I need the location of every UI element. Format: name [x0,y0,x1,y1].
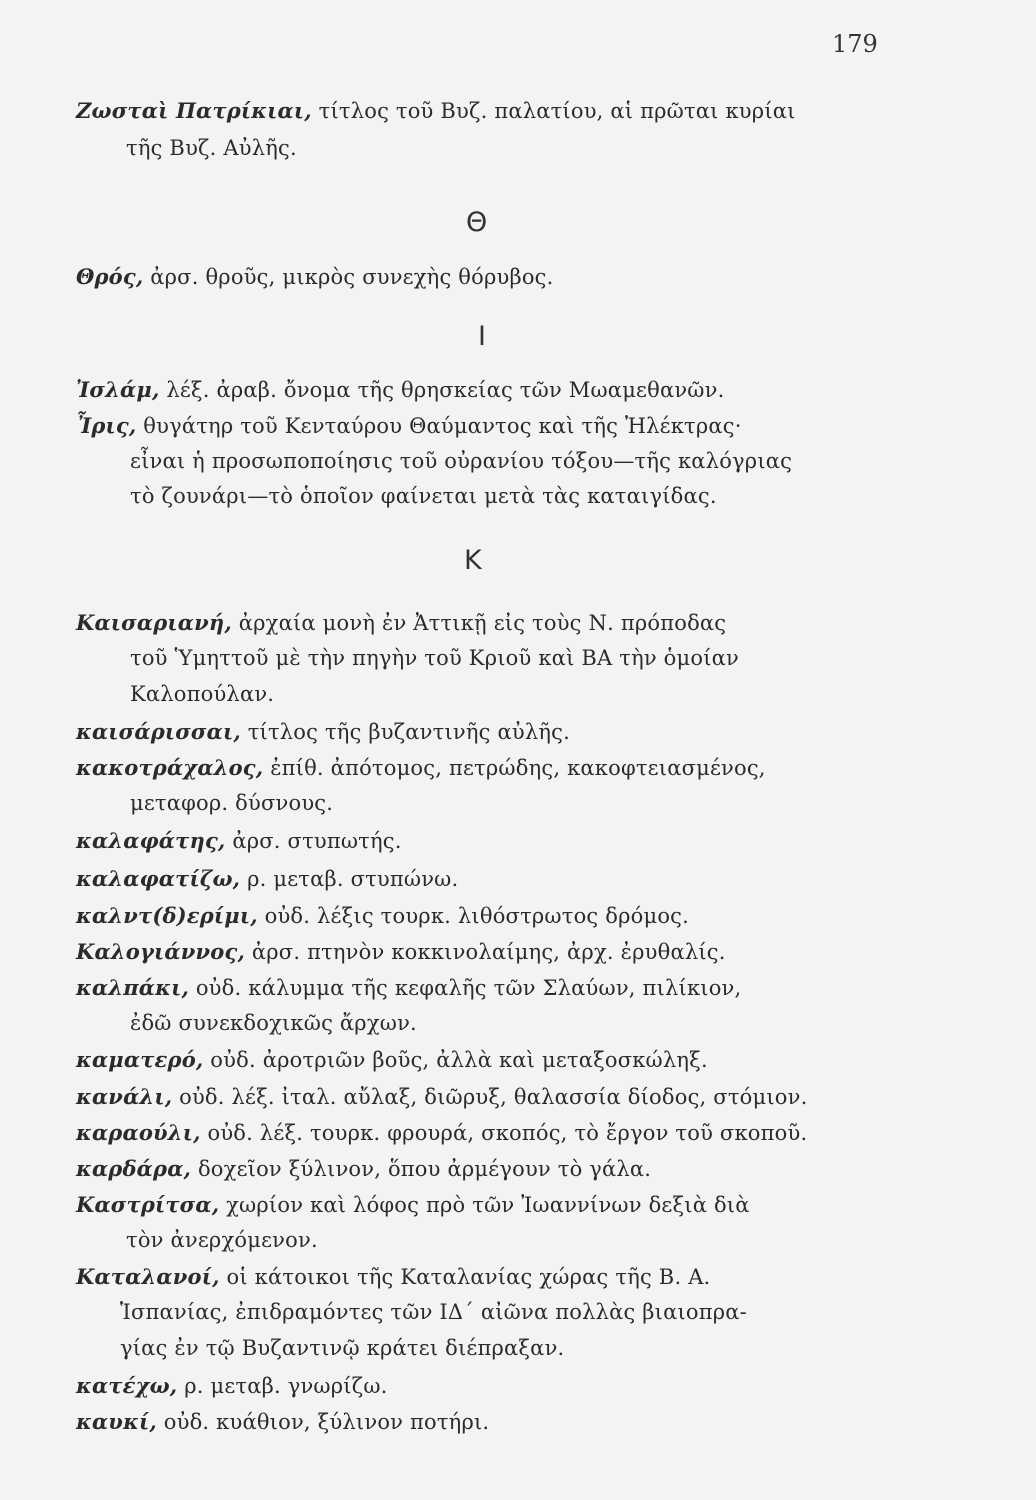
entry-line [130,646,739,670]
definition: εἶναι ἡ προσωποποίησις τοῦ οὐρανίου τόξου—τῆς καλόγριας [130,449,793,473]
entry-line [76,866,458,891]
headword: καλαφάτης, [76,828,226,853]
definition: μεταφορ. δύσνους. [130,791,334,815]
definition: ἀρσ. θροῦς, μικρὸς συνεχὴς θόρυβος. [143,265,554,289]
definition: χωρίον καὶ λόφος πρὸ τῶν Ἰωαννίνων δεξιὰ διὰ [219,1193,750,1217]
definition: οὐδ. λέξ. τουρκ. φρουρά, σκοπός, τὸ ἔργον τοῦ σκοποῦ. [200,1121,808,1145]
definition: ρ. μεταβ. στυπώνω. [240,867,459,891]
definition: τίτλος τῆς βυζαντινῆς αὐλῆς. [240,720,570,744]
definition: οἱ κάτοικοι τῆς Καταλανίας χώρας τῆς Β. Α. [219,1265,711,1289]
entry-line [126,1228,318,1252]
definition: ρ. μεταβ. γνωρίζω. [177,1374,388,1398]
definition: Καλοπούλαν. [130,682,275,706]
headword: Καταλανοί, [76,1264,220,1289]
headword: κανάλι, [76,1084,173,1109]
definition: Ἱσπανίας, ἐπιδραμόντες τῶν ΙΔ΄ αἰῶνα πολλὰς βιαιοπρα- [120,1300,747,1324]
definition: τὸν ἀνερχόμενον. [126,1228,318,1252]
entry-line [76,975,741,1000]
definition: ἀρσ. πτηνὸν κοκκινολαίμης, ἀρχ. ἐρυθαλίς. [244,940,726,964]
entry-line [76,1264,710,1289]
headword: καυκί, [76,1409,157,1434]
entry-line [76,1156,651,1181]
section-letter: Κ [464,545,482,576]
entry-line [76,1120,807,1145]
headword: καρδάρα, [76,1156,192,1181]
entry-line [76,1192,750,1217]
entry-line [120,1336,564,1360]
definition: λέξ. ἀραβ. ὄνομα τῆς θρησκείας τῶν Μωαμεθανῶν. [159,378,725,402]
definition: τίτλος τοῦ Βυζ. παλατίου, αἱ πρῶται κυρίαι [311,99,796,123]
entry-line [76,719,570,744]
page-number: 179 [832,30,878,58]
entry-line [130,484,717,508]
headword: κατέχω, [76,1373,178,1398]
headword: Θρός, [76,264,144,289]
headword: κακοτράχαλος, [76,755,264,780]
headword: καισάρισσαι, [76,719,241,744]
definition: ἐπίθ. ἀπότομος, πετρώδης, κακοφτειασμένος, [263,756,766,780]
entry-line [126,136,297,160]
entry-line [76,264,554,289]
headword: καλντ(δ)ερίμι, [76,903,258,928]
definition: ἀρσ. στυπωτής. [225,829,402,853]
section-letter: Θ [466,207,488,238]
entry-line [76,1373,388,1398]
definition: οὐδ. κάλυμμα τῆς κεφαλῆς τῶν Σλαύων, πιλίκιον, [188,976,742,1000]
entry-line [76,377,724,402]
headword: καματερό, [76,1047,204,1072]
definition: γίας ἐν τῷ Βυζαντινῷ κράτει διέπραξαν. [120,1336,565,1360]
headword: Ἰσλάμ, [76,377,160,402]
definition: οὐδ. κυάθιον, ξύλινον ποτήρι. [156,1410,490,1434]
definition: οὐδ. ἀροτριῶν βοῦς, ἀλλὰ καὶ μεταξοσκώληξ. [203,1048,708,1072]
headword: Καλογιάννος, [76,939,245,964]
entry-line [76,610,726,635]
headword: Καισαριανή, [76,610,232,635]
entry-line [76,903,689,928]
entry-line [130,1011,417,1035]
entry-line [130,682,274,706]
entry-line [130,791,333,815]
headword: Ἶρις, [76,413,137,438]
entry-line [76,1047,708,1072]
definition: τῆς Βυζ. Αὐλῆς. [126,136,297,160]
definition: θυγάτηρ τοῦ Κενταύρου Θαύμαντος καὶ τῆς Ἠλέκτρας· [136,414,742,438]
entry-line [130,449,792,473]
headword: Ζωσταὶ Πατρίκιαι, [76,98,312,123]
section-letter: Ι [478,321,486,352]
definition: ἀρχαία μονὴ ἐν Ἀττικῇ εἰς τοὺς Ν. πρόποδας [231,611,727,635]
headword: καλαφατίζω, [76,866,241,891]
entry-line [76,939,726,964]
headword: καλπάκι, [76,975,189,1000]
entry-line [76,1409,489,1434]
definition: δοχεῖον ξύλινον, ὅπου ἀρμέγουν τὸ γάλα. [191,1157,652,1181]
definition: οὐδ. λέξ. ἰταλ. αὔλαξ, διῶρυξ, θαλασσία δίοδος, στόμιον. [172,1085,808,1109]
entry-line [76,413,742,438]
entry-line [120,1300,747,1324]
definition: οὐδ. λέξις τουρκ. λιθόστρωτος δρόμος. [257,904,690,928]
headword: καραούλι, [76,1120,201,1145]
entry-line [76,755,766,780]
definition: τοῦ Ὑμηττοῦ μὲ τὴν πηγὴν τοῦ Κριοῦ καὶ ΒΑ τὴν ὁμοίαν [130,646,740,670]
definition: ἐδῶ συνεκδοχικῶς ἄρχων. [130,1011,417,1035]
entry-line [76,1084,807,1109]
entry-line [76,98,796,123]
entry-line [76,828,402,853]
headword: Καστρίτσα, [76,1192,220,1217]
definition: τὸ ζουνάρι—τὸ ὁποῖον φαίνεται μετὰ τὰς καταιγίδας. [130,484,717,508]
